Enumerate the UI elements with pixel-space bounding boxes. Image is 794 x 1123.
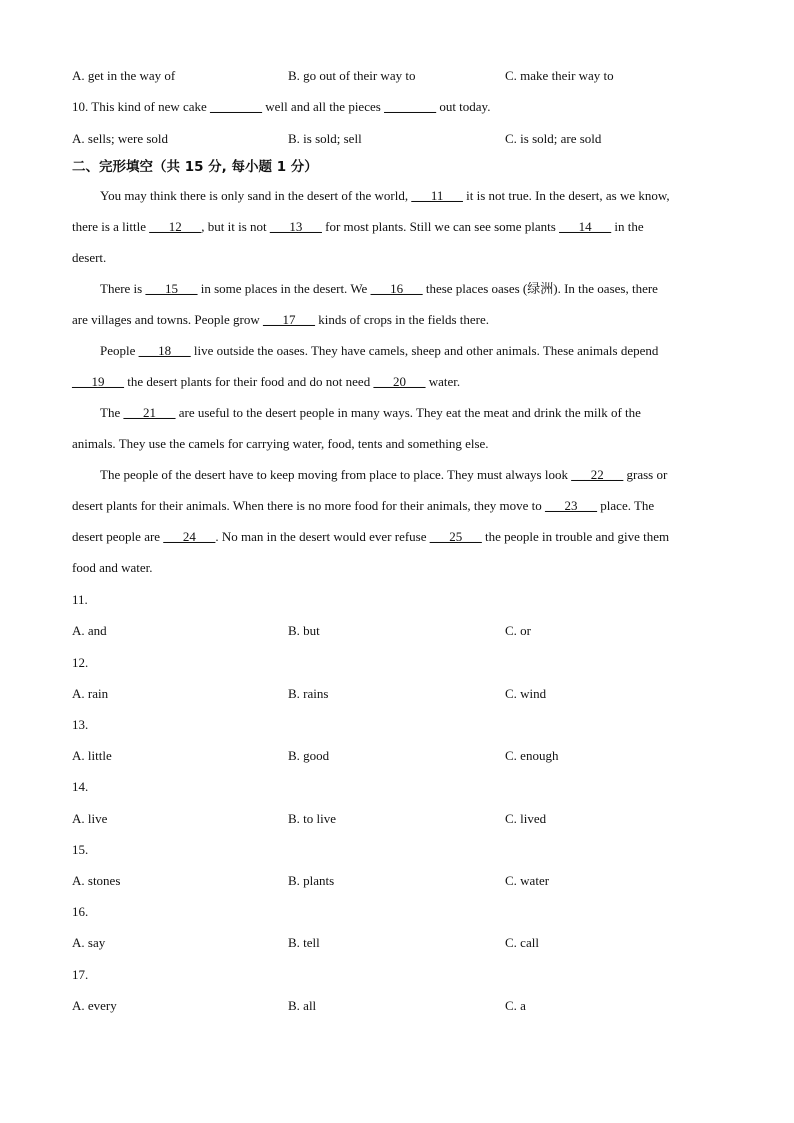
option-a: A. live — [72, 811, 108, 826]
q10-text: out today. — [436, 99, 491, 114]
question-number: 15. — [72, 842, 89, 857]
passage-line: ___19___ the desert plants for their food and do not need ___20___ water. — [72, 374, 461, 389]
option-b: B. is sold; sell — [288, 131, 362, 146]
section-heading: 二、完形填空（共 15 分, 每小题 1 分） — [72, 159, 318, 175]
passage-line: You may think there is only sand in the desert of the world, ___11___ it is not true. In the desert, as we know, — [100, 188, 670, 203]
option-b: B. all — [288, 998, 317, 1013]
question-number: 11. — [72, 592, 88, 607]
passage-line: There is ___15___ in some places in the desert. We ___16___ these places oases (绿洲). In the oases, there — [100, 281, 658, 296]
blank-24: ___24___ — [163, 529, 216, 544]
q10-text: well and all the pieces — [262, 99, 385, 114]
passage — [72, 180, 722, 583]
option-b: B. rains — [288, 686, 329, 701]
blank-19: ___19___ — [72, 374, 124, 389]
passage-line: The people of the desert have to keep moving from place to place. They must always look ___22___ grass or — [100, 467, 668, 482]
option-a: A. every — [72, 998, 117, 1013]
q9-options — [72, 66, 732, 86]
option-b: B. but — [288, 623, 320, 638]
question-number: 17. — [72, 967, 89, 982]
q10-text: 10. This kind of new cake — [72, 99, 211, 114]
blank-11: ___11___ — [411, 188, 463, 203]
blank-12: ___12___ — [149, 219, 202, 234]
blank-16: ___16___ — [370, 281, 423, 296]
passage-line: food and water. — [72, 560, 153, 575]
option-c: C. water — [505, 873, 550, 888]
blank-17: ___17___ — [262, 312, 315, 327]
option-a: A. and — [72, 623, 107, 638]
question-number: 16. — [72, 904, 89, 919]
blank-18: ___18___ — [138, 343, 191, 358]
option-a: A. stones — [72, 873, 121, 888]
option-c: C. make their way to — [505, 68, 614, 83]
option-b: B. good — [288, 748, 330, 763]
blank-25: ___25___ — [429, 529, 482, 544]
option-c: C. enough — [505, 748, 559, 763]
passage-line: desert people are ___24___. No man in the desert would ever refuse ___25___ the people in trouble and give them — [72, 529, 670, 544]
option-c: C. or — [505, 623, 531, 638]
option-a: A. sells; were sold — [72, 131, 169, 146]
question-options — [72, 621, 732, 641]
blank-22: ___22___ — [571, 467, 624, 482]
passage-line: The ___21___ are useful to the desert people in many ways. They eat the meat and drink the milk of the — [100, 405, 641, 420]
passage-line: there is a little ___12___, but it is not ___13___ for most plants. Still we can see some plants ___14___ in the — [72, 219, 644, 234]
question-number: 12. — [72, 655, 89, 670]
question-options — [72, 684, 732, 704]
option-a: A. little — [72, 748, 112, 763]
option-b: B. tell — [288, 935, 320, 950]
q10-blank-1: ________ — [210, 99, 263, 114]
q10-blank-2: ________ — [384, 99, 437, 114]
question-number: 13. — [72, 717, 89, 732]
option-c: C. is sold; are sold — [505, 131, 602, 146]
option-c: C. a — [505, 998, 526, 1013]
passage-line: desert plants for their animals. When there is no more food for their animals, they move to ___23___ place. The — [72, 498, 655, 513]
blank-20: ___20___ — [373, 374, 426, 389]
passage-line: are villages and towns. People grow ___17___ kinds of crops in the fields there. — [72, 312, 489, 327]
option-a: A. rain — [72, 686, 109, 701]
blank-15: ___15___ — [145, 281, 198, 296]
question-number: 14. — [72, 779, 89, 794]
option-b: B. plants — [288, 873, 335, 888]
option-c: C. lived — [505, 811, 547, 826]
passage-line: People ___18___ live outside the oases. They have camels, sheep and other animals. These animals depend — [100, 343, 659, 358]
option-c: C. call — [505, 935, 539, 950]
option-a: A. say — [72, 935, 106, 950]
option-b: B. to live — [288, 811, 337, 826]
question-options — [72, 996, 732, 1016]
q10-stem — [72, 97, 490, 117]
passage-line: animals. They use the camels for carrying water, food, tents and something else. — [72, 436, 489, 451]
question-options — [72, 933, 732, 953]
question-options — [72, 746, 732, 766]
blank-14: ___14___ — [559, 219, 612, 234]
blank-23: ___23___ — [545, 498, 598, 513]
blank-13: ___13___ — [269, 219, 322, 234]
option-a: A. get in the way of — [72, 68, 176, 83]
blank-21: ___21___ — [123, 405, 176, 420]
option-c: C. wind — [505, 686, 547, 701]
question-options — [72, 871, 732, 891]
option-b: B. go out of their way to — [288, 68, 416, 83]
q10-options — [72, 129, 732, 149]
question-options — [72, 809, 732, 829]
passage-line: desert. — [72, 250, 107, 265]
